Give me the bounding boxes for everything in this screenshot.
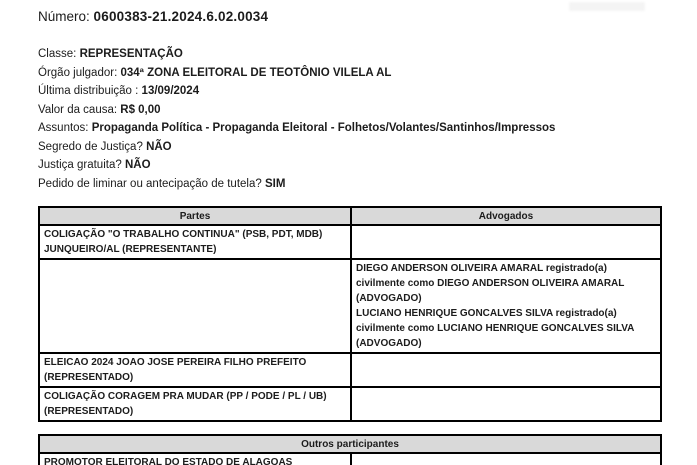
detail-value: 034ª ZONA ELEITORAL DE TEOTÔNIO VILELA AL — [120, 66, 392, 79]
detail-value: Propaganda Política - Propaganda Eleitoral - Folhetos/Volantes/Santinhos/Impressos — [91, 122, 556, 134]
detail-pedido-liminar — [38, 175, 660, 194]
detail-assuntos — [38, 119, 660, 138]
detail-label: Segredo de Justiça? — [38, 140, 143, 153]
advogado-entry: LUCIANO HENRIQUE GONCALVES SILVA registrado(a) civilmente como LUCIANO HENRIQUE GONCALVES SILVA (ADVOGADO) — [356, 308, 634, 349]
others-header-cell: Outros participantes — [39, 435, 661, 453]
detail-classe — [38, 45, 660, 64]
advogados-cell — [351, 259, 661, 353]
partes-cell: ELEICAO 2024 JOAO JOSE PEREIRA FILHO PREFEITO (REPRESENTADO) — [39, 353, 351, 387]
case-number-line — [38, 9, 660, 25]
advogados-cell — [351, 353, 661, 387]
detail-segredo-justica — [38, 138, 660, 157]
partes-cell: COLIGAÇÃO "O TRABALHO CONTINUA" (PSB, PDT, MDB) JUNQUEIRO/AL (REPRESENTANTE) — [39, 225, 351, 259]
case-details — [38, 45, 660, 193]
participant-advogados-cell — [351, 453, 661, 465]
faint-watermark — [569, 2, 645, 11]
parties-table-header-row — [39, 207, 661, 225]
detail-ultima-distribuicao — [38, 82, 660, 101]
detail-value: NÃO — [146, 140, 172, 153]
detail-label: Última distribuição : — [38, 85, 139, 97]
detail-label: Valor da causa: — [38, 103, 118, 116]
participant-cell: PROMOTOR ELEITORAL DO ESTADO DE ALAGOAS — [39, 453, 351, 465]
detail-label: Órgão julgador: — [38, 66, 118, 79]
case-number-value: 0600383-21.2024.6.02.0034 — [93, 9, 269, 24]
others-table-header-row — [39, 435, 661, 453]
table-row — [39, 453, 661, 465]
detail-label: Justiça gratuita? — [38, 159, 122, 171]
detail-orgao-julgador — [38, 64, 660, 83]
partes-cell: COLIGAÇÃO CORAGEM PRA MUDAR (PP / PODE / PL / UB) (REPRESENTADO) — [39, 387, 351, 421]
detail-value: REPRESENTAÇÃO — [79, 48, 183, 60]
table-row — [39, 353, 661, 387]
detail-justica-gratuita — [38, 156, 660, 175]
parties-table — [38, 206, 662, 422]
case-number-label: Número: — [38, 9, 90, 24]
advogado-entry: DIEGO ANDERSON OLIVEIRA AMARAL registrado(a) civilmente como DIEGO ANDERSON OLIVEIRA AMARAL (ADVOGADO) — [356, 263, 625, 304]
advogados-cell — [351, 225, 661, 259]
others-participants-table — [38, 434, 662, 465]
table-row — [39, 259, 661, 353]
advogados-header-cell: Advogados — [351, 207, 661, 225]
detail-value: SIM — [264, 177, 286, 190]
advogados-cell — [351, 387, 661, 421]
detail-label: Pedido de liminar ou antecipação de tutela? — [38, 177, 262, 190]
detail-value: 13/09/2024 — [141, 85, 200, 97]
partes-cell — [39, 259, 351, 353]
table-row — [39, 387, 661, 421]
detail-value: NÃO — [124, 159, 151, 171]
parties-header-cell: Partes — [39, 207, 351, 225]
detail-value: R$ 0,00 — [120, 103, 161, 116]
detail-label: Classe: — [38, 48, 77, 60]
detail-valor-causa — [38, 101, 660, 120]
detail-label: Assuntos: — [38, 122, 89, 134]
table-row — [39, 225, 661, 259]
